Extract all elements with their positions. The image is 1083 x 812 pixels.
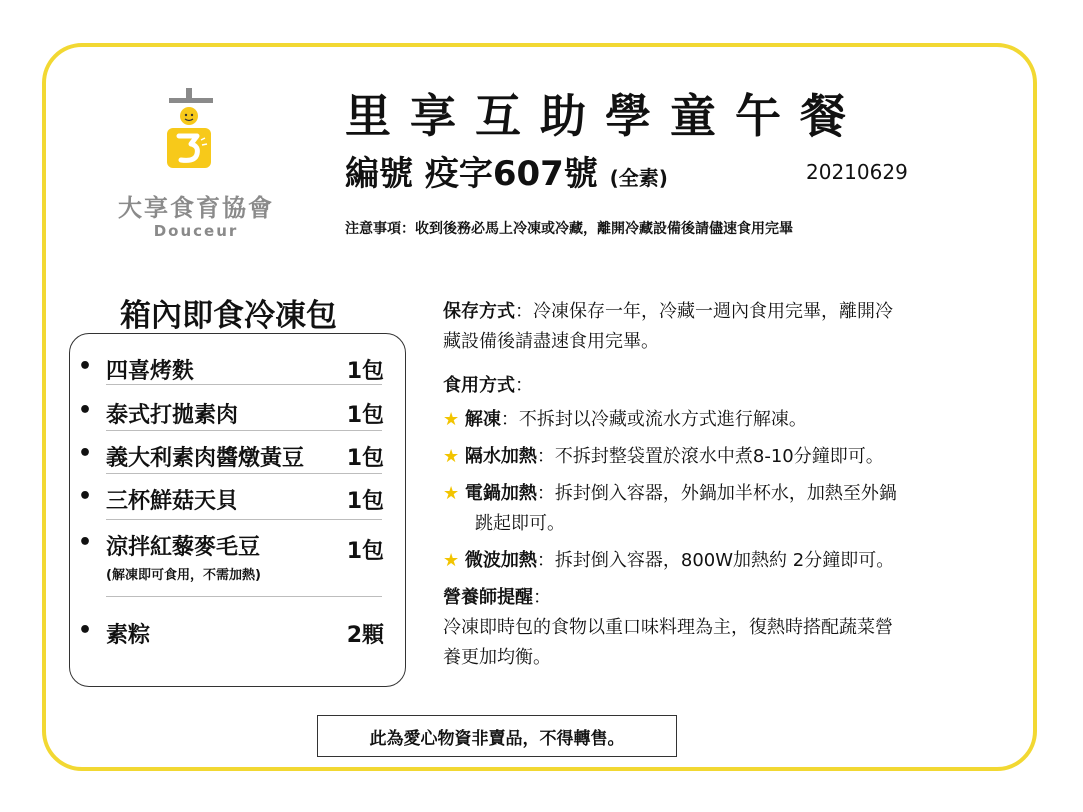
box-title: 箱內即食冷凍包	[120, 298, 337, 334]
page-title: 里享互助學童午餐	[345, 89, 865, 143]
logo-icon	[161, 88, 231, 178]
method-text: ：不拆封整袋置於滾水中煮8-10分鐘即可。	[536, 446, 884, 467]
logo-subtitle: Douceur	[153, 222, 239, 240]
usage-colon: ：	[515, 375, 533, 396]
storage-label: 保存方式	[443, 301, 515, 322]
bullet: •	[78, 354, 93, 379]
storage-text-2: 藏設備後請盡速食用完畢。	[443, 331, 659, 352]
date: 20210629	[806, 160, 908, 184]
method-text: ：拆封倒入容器，外鍋加半杯水，加熱至外鍋	[536, 483, 897, 504]
item-qty: 1包	[346, 403, 384, 428]
code-main: 編號 疫字607號	[345, 154, 598, 194]
method-label: 隔水加熱	[464, 446, 537, 467]
code-number	[345, 146, 668, 195]
bullet: •	[78, 484, 93, 509]
item-name: 素粽	[106, 623, 151, 648]
star-icon: ★	[443, 483, 460, 504]
divider	[106, 430, 382, 431]
method-text: ：不拆封以冷藏或流水方式進行解凍。	[500, 409, 807, 430]
star-icon: ★	[443, 446, 460, 467]
method-label: 微波加熱	[464, 550, 537, 571]
item-qty: 1包	[346, 489, 384, 514]
method-label: 解凍	[464, 409, 501, 430]
star-icon: ★	[443, 550, 460, 571]
usage-label: 食用方式	[443, 375, 515, 396]
code-suffix: (全素)	[609, 166, 668, 190]
dietitian-label: 營養師提醒	[443, 587, 533, 608]
item-note: (解凍即可食用，不需加熱)	[106, 568, 261, 583]
logo	[113, 88, 279, 248]
item-qty: 1包	[346, 359, 384, 384]
bullet: •	[78, 441, 93, 466]
logo-name: 大享食育協會	[118, 194, 274, 222]
item-name: 涼拌紅藜麥毛豆	[106, 535, 261, 560]
divider	[106, 519, 382, 520]
item-name: 三杯鮮菇天貝	[106, 489, 239, 514]
method-text-2: 跳起即可。	[475, 513, 565, 534]
method-text: ：拆封倒入容器，800W加熱約 2分鐘即可。	[536, 550, 895, 571]
bullet: •	[78, 530, 93, 555]
dietitian-colon: ：	[533, 587, 551, 608]
divider	[106, 473, 382, 474]
divider	[106, 384, 382, 385]
item-name: 四喜烤麩	[106, 359, 195, 384]
storage-section	[443, 297, 893, 357]
star-icon: ★	[443, 409, 460, 430]
notice: 注意事項：收到後務必馬上冷凍或冷藏，離開冷藏設備後請儘速食用完畢	[345, 221, 793, 237]
bullet: •	[78, 398, 93, 423]
dietitian-section	[443, 583, 893, 673]
bullet: •	[78, 618, 93, 643]
item-qty: 2顆	[346, 623, 384, 648]
dietitian-text-2: 養更加均衡。	[443, 647, 551, 668]
item-name: 泰式打拋素肉	[106, 403, 239, 428]
footer-notice: 此為愛心物資非賣品，不得轉售。	[317, 715, 677, 757]
storage-text-1: ：冷凍保存一年，冷藏一週內食用完畢，離開冷	[515, 301, 893, 322]
method-label: 電鍋加熱	[464, 483, 537, 504]
dietitian-text-1: 冷凍即時包的食物以重口味料理為主，復熱時搭配蔬菜營	[443, 617, 893, 638]
item-name: 義大利素肉醬燉黃豆	[106, 446, 305, 471]
item-qty: 1包	[346, 446, 384, 471]
item-qty: 1包	[346, 539, 384, 564]
usage-section	[443, 371, 897, 576]
divider	[106, 596, 382, 597]
